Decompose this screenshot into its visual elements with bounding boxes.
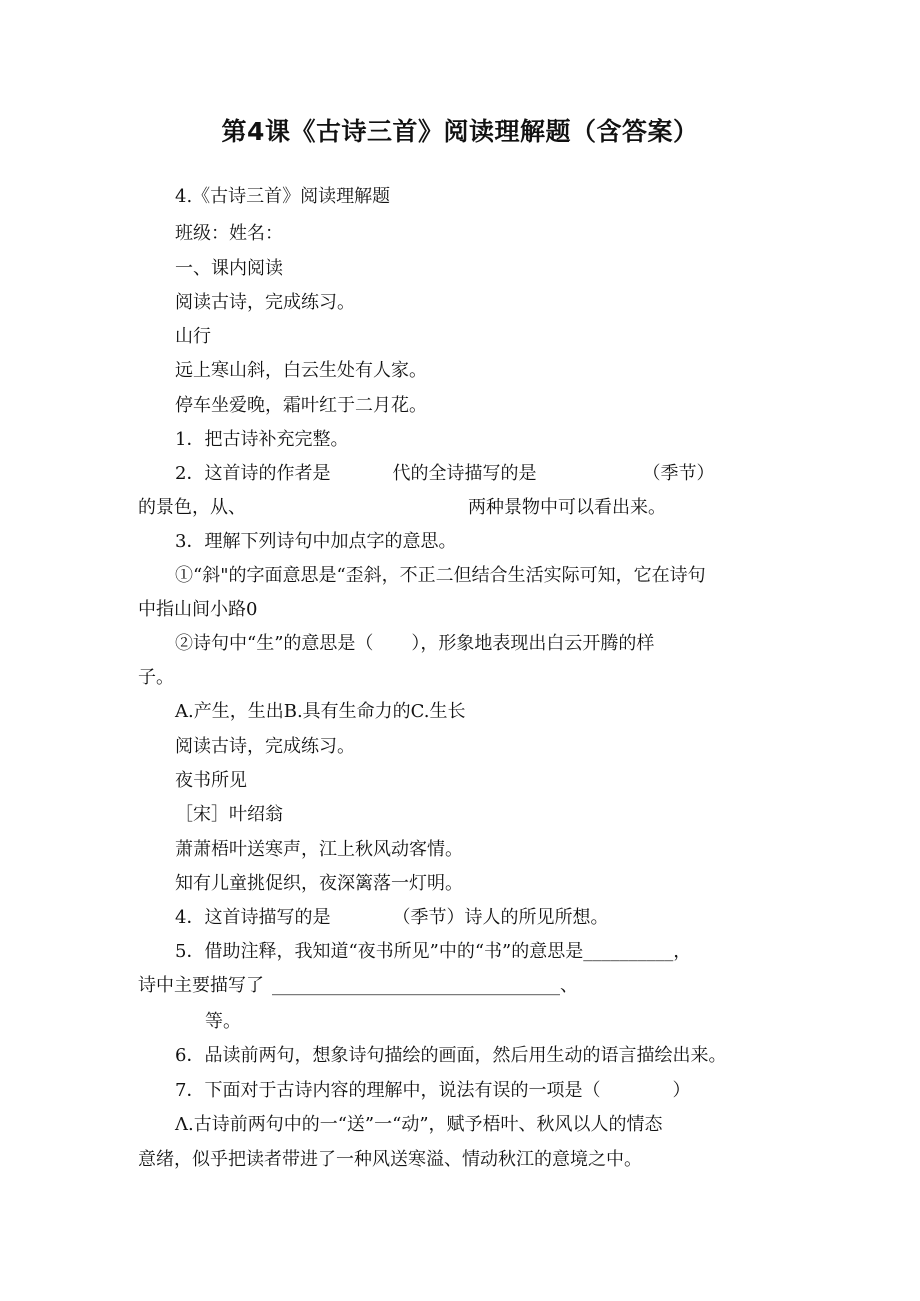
instruction-line: 阅读古诗，完成练习。 — [175, 736, 355, 757]
question-5-part-a: 5．借助注释，我知道“夜书所见”中的“书”的意思是 — [175, 941, 584, 962]
question-5-part-b: 诗中主要描写了 — [138, 975, 264, 996]
answer-blank: ________________________________ — [272, 975, 560, 996]
question-4-part-b: （季节）诗人的所见所想。 — [392, 907, 609, 928]
question-2-part-a: 2．这首诗的作者是 — [175, 463, 331, 484]
poem-line: 远上寒山斜，白云生处有人家。 — [175, 360, 427, 381]
question-7-part-a: 7．下面对于古诗内容的理解中，说法有误的一项是（ — [175, 1080, 601, 1101]
question-7 — [175, 1079, 690, 1103]
question-7-option-a: Λ.古诗前两句中的一“送”一“动”，赋予梧叶、秋风以人的情态 — [175, 1114, 663, 1135]
question-2-continued — [138, 496, 666, 520]
question-2-part-b: 代的全诗描写的是 — [392, 463, 537, 484]
section-heading: 4.《古诗三首》阅读理解题 — [175, 186, 391, 207]
question-4-part-a: 4．这首诗描写的是 — [175, 907, 331, 928]
question-3-options: A.产生，生出B.具有生命力的C.生长 — [175, 701, 466, 722]
question-2-cont-b: 两种景物中可以看出来。 — [468, 497, 666, 518]
question-1: 1．把古诗补充完整。 — [175, 429, 349, 450]
question-2-cont-a: 的景色，从、 — [138, 497, 246, 518]
poem-line: 萧萧梧叶送寒声，江上秋风动客情。 — [175, 839, 463, 860]
question-5-continued — [138, 974, 578, 998]
question-3-item-1-continued: 中指山间小路0 — [138, 599, 258, 620]
question-5-comma: ， — [673, 941, 692, 962]
question-6: 6．品读前两句，想象诗句描绘的画面，然后用生动的语言描绘出来。 — [175, 1045, 727, 1066]
question-5-part-c: 、 — [560, 975, 578, 996]
question-3: 3．理解下列诗句中加点字的意思。 — [175, 531, 457, 552]
question-3-item-2-b: ），形象地表现出白云开腾的样 — [411, 633, 655, 654]
answer-blank: __________ — [583, 941, 674, 962]
question-5-end: 等。 — [205, 1011, 241, 1032]
question-4 — [175, 906, 608, 930]
question-2 — [175, 462, 714, 486]
poem-author: ［宋］叶绍翁 — [175, 804, 283, 825]
question-5 — [175, 940, 691, 964]
question-3-item-2 — [175, 632, 654, 656]
question-7-option-a-continued: 意绪，似乎把读者带进了一种风送寒溢、情动秋江的意境之中。 — [138, 1149, 642, 1170]
class-name-line: 班级：姓名： — [175, 223, 283, 244]
question-7-part-b: ） — [672, 1080, 691, 1101]
poem-line: 知有儿童挑促织，夜深篱落一灯明。 — [175, 873, 463, 894]
poem-line: 停车坐爱晚，霜叶红于二月花。 — [175, 395, 427, 416]
question-3-item-2-continued: 子。 — [138, 667, 174, 688]
instruction-line: 阅读古诗，完成练习。 — [175, 292, 355, 313]
part-one-heading: 一、课内阅读 — [175, 258, 283, 279]
page-title: 第4课《古诗三首》阅读理解题（含答案） — [221, 117, 699, 146]
question-3-item-1: ①“斜"的字面意思是“歪斜，不正二但结合生活实际可知，它在诗句 — [175, 565, 706, 586]
poem-title-shanxing: 山行 — [175, 326, 211, 347]
poem-title-yeshusuojian: 夜书所见 — [175, 770, 247, 791]
question-2-part-c: （季节） — [642, 463, 715, 484]
question-3-item-2-a: ②诗句中“生”的意思是（ — [175, 633, 374, 654]
